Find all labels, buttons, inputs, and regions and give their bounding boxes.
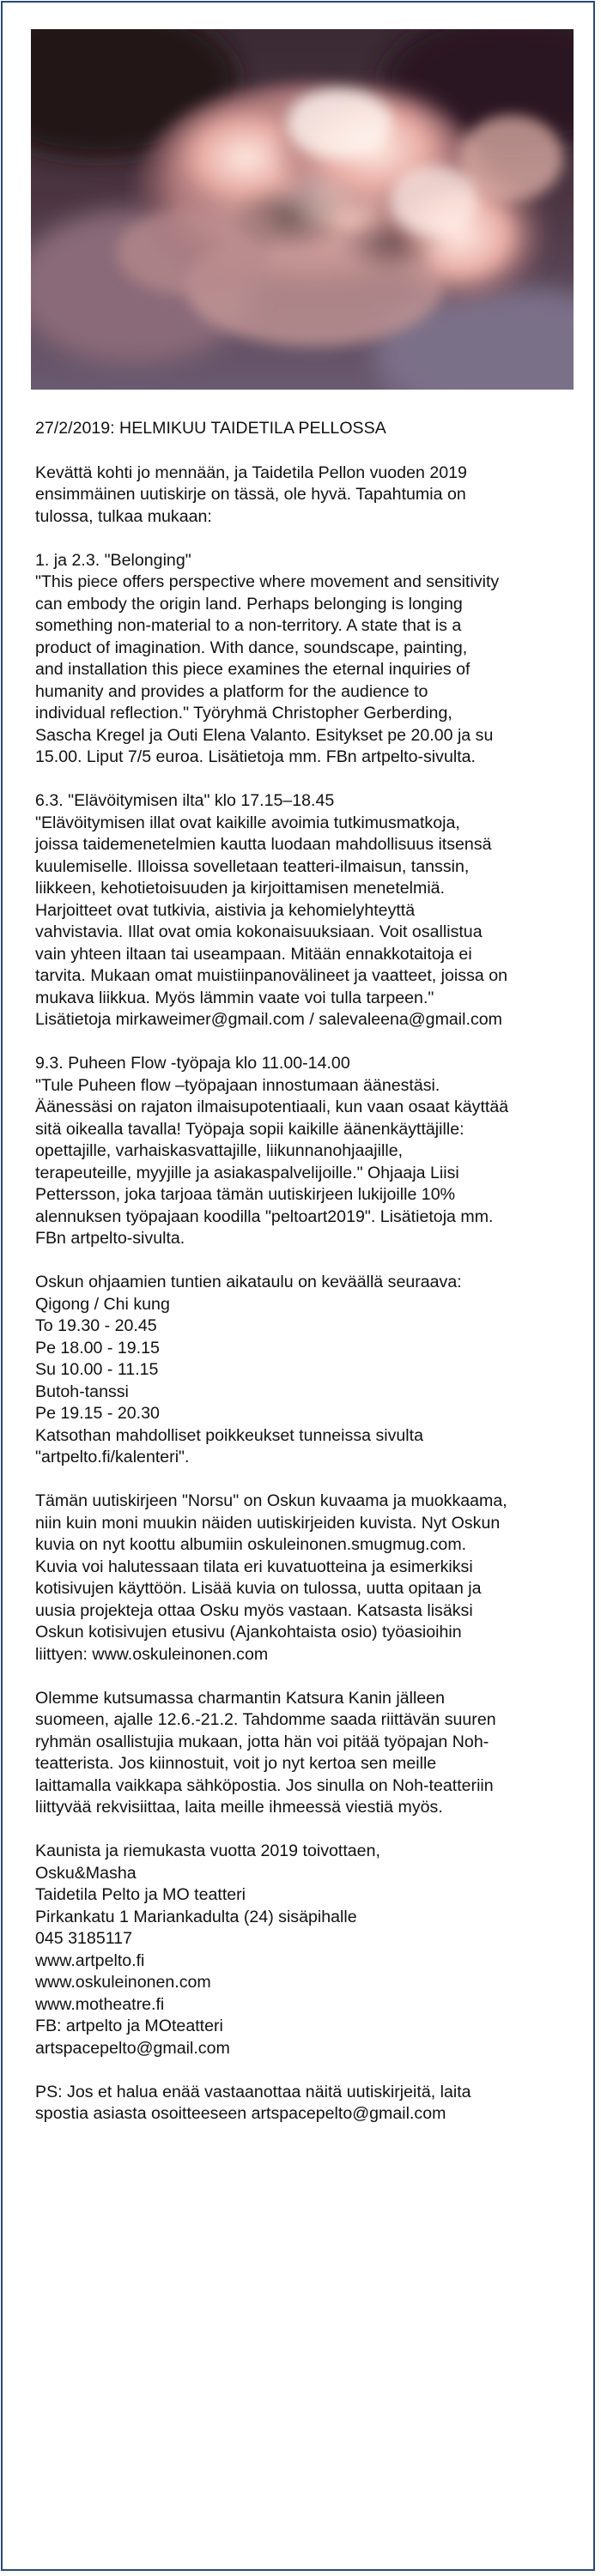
text-line: FBn artpelto-sivulta. bbox=[35, 1229, 185, 1248]
text-line: liittyen: www.oskuleinonen.com bbox=[35, 1644, 269, 1664]
text-line: alennuksen työpajaan koodilla "peltoart2019". Lisätietoja mm. bbox=[35, 1206, 494, 1226]
text-line: something non-material to a non-territory. A state that is a bbox=[35, 616, 462, 635]
event-belonging bbox=[35, 550, 571, 769]
signature bbox=[35, 1841, 571, 2059]
text-line: kuulemiselle. Illoissa sovelletaan teatteri-ilmaisun, tanssin, bbox=[35, 856, 470, 876]
newsletter-body bbox=[35, 418, 571, 2147]
text-line: artspacepelto@gmail.com bbox=[35, 2038, 230, 2058]
text-line: PS: Jos et halua enää vastaanottaa näitä uutiskirjeitä, laita bbox=[35, 2082, 471, 2101]
newsletter-frame bbox=[1, 1, 595, 2571]
text-line: opettajille, varhaiskasvattajille, liikunnanohjaajille, bbox=[35, 1141, 404, 1160]
class-schedule bbox=[35, 1272, 571, 1469]
text-line: vahvistavia. Illat ovat omia kokonaisuuksiaan. Voit osallistua bbox=[35, 922, 483, 941]
text-line: Pe 19.15 - 20.30 bbox=[35, 1404, 160, 1423]
text-line: kotisivujen käyttöön. Lisää kuvia on tulossa, uutta opitaan ja bbox=[35, 1579, 482, 1598]
text-line: 9.3. Puheen Flow -työpaja klo 11.00-14.00 bbox=[35, 1054, 350, 1073]
text-line: Qigong / Chi kung bbox=[35, 1294, 170, 1314]
noh-workshop-paragraph bbox=[35, 1688, 571, 1819]
text-line: uusia projekteja ottaa Osku myös vastaan. Katsasta lisäksi bbox=[35, 1600, 473, 1620]
text-line: To 19.30 - 20.45 bbox=[35, 1316, 157, 1335]
text-line: Su 10.00 - 11.15 bbox=[35, 1360, 159, 1379]
text-line: 6.3. "Elävöitymisen ilta" klo 17.15–18.45 bbox=[35, 791, 335, 810]
text-line: Katsothan mahdolliset poikkeukset tunneissa sivulta bbox=[35, 1425, 424, 1445]
text-line: can embody the origin land. Perhaps belonging is longing bbox=[35, 594, 463, 614]
text-line: Lisätietoja mirkaweimer@gmail.com / salevaleena@gmail.com bbox=[35, 1010, 502, 1029]
text-line: tarvita. Mukaan omat muistiinpanovälineet ja vaatteet, joissa on bbox=[35, 966, 508, 985]
cloud-image bbox=[31, 29, 574, 390]
event-puheen-flow bbox=[35, 1053, 571, 1250]
text-line: Sascha Kregel ja Outi Elena Valanto. Esitykset pe 20.00 ja su bbox=[35, 725, 494, 745]
text-line: niin kuin moni muukin näiden uutiskirjeiden kuvista. Nyt Oskun bbox=[35, 1513, 501, 1533]
text-line: 15.00. Liput 7/5 euroa. Lisätietoja mm. FBn artpelto-sivulta. bbox=[35, 747, 476, 766]
newsletter-heading bbox=[35, 418, 571, 440]
text-line: Osku&Masha bbox=[35, 1863, 137, 1883]
text-line: liittyvää rekvisiittaa, laita meille ihmeessä viestiä myös. bbox=[35, 1798, 443, 1817]
text-line: "artpelto.fi/kalenteri". bbox=[35, 1448, 190, 1466]
text-line: laittamalla vaikkapa sähköpostia. Jos sinulla on Noh-teatteriin bbox=[35, 1775, 494, 1795]
text-line: vain yhteen iltaan tai useampaan. Mitään ennakkotaitoja ei bbox=[35, 944, 472, 964]
text-line: and installation this piece examines the eternal inquiries of bbox=[35, 660, 470, 679]
text-line: joissa taidemenetelmien kautta luodaan mahdollisuus itsensä bbox=[35, 835, 492, 854]
text-line: 1. ja 2.3. "Belonging" bbox=[35, 550, 191, 570]
text-line: "Elävöitymisen illat ovat kaikille avoimia tutkimusmatkoja, bbox=[35, 813, 460, 832]
text-line: teatterista. Jos kiinnostuit, voit jo nyt kertoa sen meille bbox=[35, 1754, 437, 1773]
text-line: www.motheatre.fi bbox=[35, 1994, 165, 2014]
text-line: Olemme kutsumassa charmantin Katsura Kanin jälleen bbox=[35, 1688, 446, 1708]
text-line: Oskun kotisivujen etusivu (Ajankohtaista osio) työasioihin bbox=[35, 1623, 462, 1642]
text-line: ensimmäinen uutiskirje on tässä, ole hyvä. Tapahtumia on bbox=[35, 485, 466, 504]
text-line: FB: artpelto ja MOteatteri bbox=[35, 2017, 223, 2035]
text-line: "This piece offers perspective where movement and sensitivity bbox=[35, 572, 500, 591]
text-line: ryhmän osallistujia mukaan, jotta hän voi pitää työpajan Noh- bbox=[35, 1732, 489, 1751]
text-line: www.oskuleinonen.com bbox=[35, 1973, 211, 1992]
text-line: Oskun ohjaamien tuntien aikataulu on keväällä seuraava: bbox=[35, 1273, 462, 1291]
text-line: Tämän uutiskirjeen "Norsu" on Oskun kuvaama ja muokkaama, bbox=[35, 1491, 507, 1510]
text-line: spostia asiasta osoitteeseen artspacepelto@gmail.com bbox=[35, 2104, 446, 2123]
intro-paragraph bbox=[35, 463, 571, 529]
text-line: humanity and provides a platform for the audience to bbox=[35, 681, 428, 701]
text-line: individual reflection." Työryhmä Christopher Gerberding, bbox=[35, 704, 452, 723]
event-elavoitymisen-ilta bbox=[35, 790, 571, 1031]
text-line: Äänessäsi on rajaton ilmaisupotentiaali, kun vaan osaat käyttää bbox=[35, 1098, 509, 1116]
text-line: tulossa, tulkaa mukaan: bbox=[35, 506, 212, 526]
text-line: "Tule Puheen flow –työpajaan innostumaan äänestäsi. bbox=[35, 1075, 440, 1095]
text-line: Harjoitteet ovat tutkivia, aistivia ja kehomielyhteyttä bbox=[35, 900, 416, 920]
text-line: liikkeen, kehotietoisuuden ja kirjoittamisen menetelmiä. bbox=[35, 879, 446, 898]
text-line: Pettersson, joka tarjoaa tämän uutiskirjeen lukijoille 10% bbox=[35, 1185, 456, 1204]
text-line: Kaunista ja riemukasta vuotta 2019 toivottaen, bbox=[35, 1841, 380, 1860]
text-line: Kevättä kohti jo mennään, ja Taidetila Pellon vuoden 2019 bbox=[35, 463, 467, 482]
text-line: Taidetila Pelto ja MO teatteri bbox=[35, 1885, 246, 1904]
photos-paragraph bbox=[35, 1491, 571, 1666]
text-line: www.artpelto.fi bbox=[35, 1950, 145, 1970]
text-line: 27/2/2019: HELMIKUU TAIDETILA PELLOSSA bbox=[35, 419, 386, 438]
text-line: mukava liikkua. Myös lämmin vaate voi tulla tarpeen." bbox=[35, 988, 434, 1007]
text-line: Pe 18.00 - 19.15 bbox=[35, 1338, 160, 1358]
cloud-photo bbox=[31, 29, 574, 390]
text-line: 045 3185117 bbox=[35, 1929, 132, 1948]
text-line: suomeen, ajalle 12.6.-21.2. Tahdomme saada riittävän suuren bbox=[35, 1710, 496, 1729]
text-line: sitä oikealla tavalla! Työpaja sopii kaikille äänenkäyttäjille: bbox=[35, 1119, 464, 1139]
text-line: kuvia on nyt koottu albumiin oskuleinonen.smugmug.com. bbox=[35, 1535, 467, 1554]
ps-paragraph bbox=[35, 2082, 571, 2126]
text-line: Kuvia voi halutessaan tilata eri kuvatuotteina ja esimerkiksi bbox=[35, 1557, 473, 1576]
text-line: terapeuteille, myyjille ja asiakaspalvelijoille." Ohjaaja Liisi bbox=[35, 1163, 459, 1182]
text-line: product of imagination. With dance, soundscape, painting, bbox=[35, 638, 468, 657]
text-line: Butoh-tanssi bbox=[35, 1382, 129, 1401]
text-line: Pirkankatu 1 Mariankadulta (24) sisäpihalle bbox=[35, 1907, 357, 1926]
